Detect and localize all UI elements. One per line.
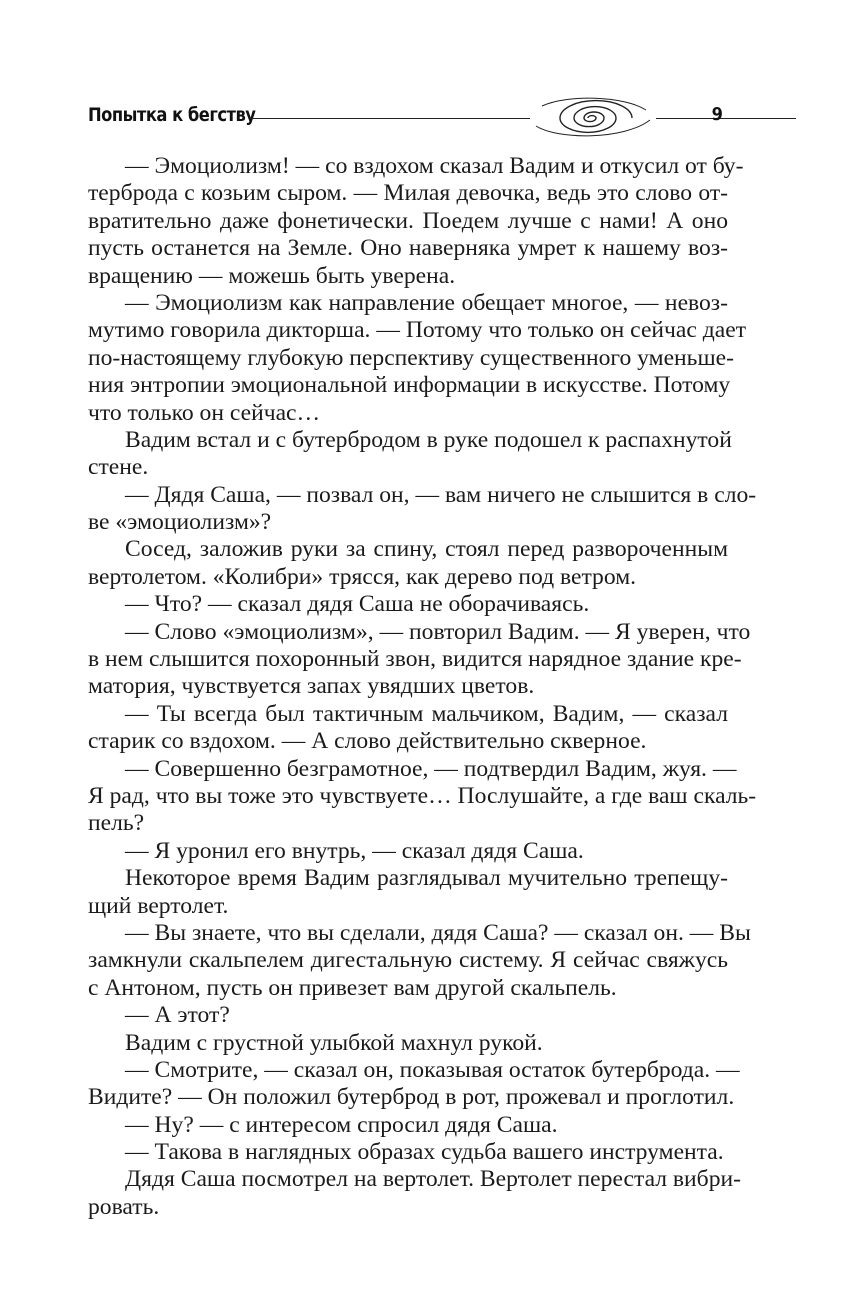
text-line: что только он сейчас… [88,399,321,426]
text-line: вратительно даже фонетически. Поедем лучше с нами! А оно [88,207,728,234]
text-line: старик со вздохом. — А слово действительно скверное. [88,728,647,755]
paragraph [88,536,728,591]
text-line: — Вы знаете, что вы сделали, дядя Саша? — сказал он. — Вы [125,919,751,946]
text-line: Дядя Саша посмотрел на вертолет. Вертолет перестал вибри- [125,1166,741,1193]
text-line: терброда с козьим сыром. — Милая девочка, ведь это слово от- [88,180,728,207]
page-number: 9 [712,104,724,125]
paragraph [88,865,728,920]
text-line: вертолетом. «Колибри» трясся, как дерево под ветром. [88,563,637,590]
paragraph [88,426,732,482]
paragraph [88,481,757,537]
text-line: — Ты всегда был тактичным мальчиком, Вадим, — сказал [125,700,728,727]
body-text [88,153,757,1221]
paragraph [88,289,747,427]
text-line: — Дядя Саша, — позвал он, — вам ничего не слышится в сло- [125,481,757,508]
text-line: пусть останется на Земле. Оно наверняка умрет к нашему воз- [88,235,728,262]
text-line: замкнули скальпелем дигестальную систему. Я сейчас свяжусь [88,947,728,974]
text-line: — Эмоциолизм! — со вздохом сказал Вадим и откусил от бу- [125,153,744,179]
text-line: вращению — можешь быть уверена. [88,262,456,289]
paragraph [88,153,744,290]
text-line: — Я уронил его внутрь, — сказал дядя Саша. [125,837,584,864]
paragraph [88,1139,728,1166]
text-line: пель? [88,810,145,837]
text-line: Сосед, заложив руки за спину, стоял перед развороченным [125,536,728,563]
paragraph [88,618,751,701]
text-line: по-настоящему глубокую перспективу существенного уменьше- [88,344,734,371]
text-line: — Такова в наглядных образах судьба вашего инструмента. [125,1139,724,1166]
paragraph [88,1112,728,1139]
paragraph [88,1002,728,1029]
text-line: ве «эмоциолизм»? [88,509,272,536]
text-line: Вадим с грустной улыбкой махнул рукой. [125,1029,543,1056]
paragraph [88,1166,741,1221]
paragraph [88,838,728,865]
paragraph [88,1056,740,1112]
text-line: стене. [88,454,149,481]
text-line: — Что? — сказал дядя Саша не оборачиваясь. [125,591,590,618]
text-line: — Совершенно безграмотное, — подтвердил Вадим, жуя. — [125,755,737,782]
header-rule-left [250,118,530,119]
text-line: — Слово «эмоциолизм», — повторил Вадим. — Я уверен, что [125,618,751,645]
text-line: ровать. [88,1193,160,1220]
text-line: — А этот? [125,1002,230,1029]
text-line: Вадим встал и с бутербродом в руке подошел к распахнутой [125,426,732,453]
paragraph [88,701,728,756]
text-line: ния энтропии эмоциональной информации в искусстве. Потому [88,372,731,399]
text-line: — Эмоциолизм как направление обещает многое, — невоз- [125,289,728,316]
paragraph [88,919,751,1002]
text-line: Видите? — Он положил бутерброд в рот, прожевал и проглотил. [88,1084,735,1111]
text-line: — Ну? — с интересом спросил дядя Саша. [125,1111,558,1138]
text-line: — Смотрите, — сказал он, показывая остаток бутерброда. — [125,1056,740,1083]
paragraph [88,755,757,838]
text-line: с Антоном, пусть он привезет вам другой скальпель. [88,974,617,1001]
paragraph [88,1030,728,1057]
text-line: в нем слышится похоронный звон, видится нарядное здание кре- [88,646,742,673]
text-line: Я рад, что вы тоже это чувствуете… Послушайте, а где ваш скаль- [88,782,757,809]
header-rule-right [656,118,796,119]
running-title: Попытка к бегству [88,104,256,126]
running-header [88,96,728,140]
text-line: мутимо говорила дикторша. — Потому что только он сейчас дает [88,317,747,344]
text-line: щий вертолет. [88,892,229,919]
text-line: Некоторое время Вадим разглядывал мучительно трепещу- [125,865,728,892]
text-line: матория, чувствуется запах увядших цветов. [88,673,535,700]
spiral-ornament-icon [528,96,656,140]
paragraph [88,591,728,618]
